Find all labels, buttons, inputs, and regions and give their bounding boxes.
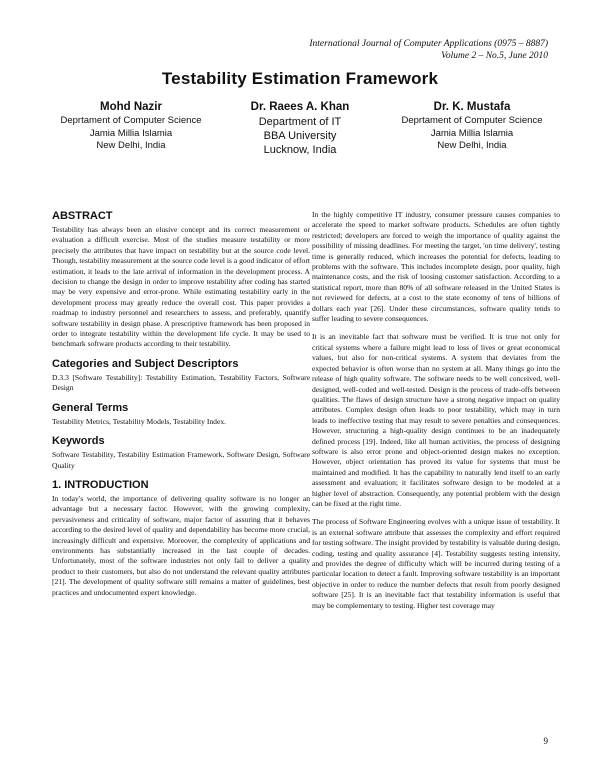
author-dept: Deprtament of Computer Science xyxy=(401,115,543,126)
author-dept: Department of IT xyxy=(258,116,342,128)
author-org: Jamia Millia Islamia xyxy=(89,127,173,139)
paper-title: Testability Estimation Framework xyxy=(161,69,439,88)
abstract-text: Testability has always been an elusive concept and its correct measurement or evaluation a difficult exercise. Most of the studies measure testability or more precisely the attributes that have impact on testability but at the source code level. Though, testability measurement at the source code level is a good indicator of effort estimation, it leads to the late arrival of information in the development process. A decision to change the design in order to improve testability after coding has started may be very expensive and error-prone. While estimating testability early in the development process may greatly reduce the overall cost. This paper provides a roadmap to industry personnel and researchers to assess, and preferably, quantify software testability in design phase. A prescriptive framework has been proposed in order to integrate testability within the development life cycle. It may be used to benchmark software products according to their testability. xyxy=(52,225,310,349)
page-number: 9 xyxy=(543,736,548,746)
keywords-text: Software Testability, Testability Estimation Framework, Software Design, Software Quality xyxy=(52,450,310,470)
left-column xyxy=(52,210,310,606)
author-org: Jamia Millia Islamia xyxy=(430,127,514,139)
journal-header xyxy=(309,38,548,62)
author-name: Dr. K. Mustafa xyxy=(433,101,511,113)
author-location: Lucknow, India xyxy=(263,144,337,156)
right-column xyxy=(312,210,560,619)
author-dept: Deprtament of Computer Science xyxy=(60,115,202,126)
abstract-heading: ABSTRACT xyxy=(52,210,113,222)
author-name: Mohd Nazir xyxy=(100,101,162,113)
author-location: New Delhi, India xyxy=(437,140,507,151)
author-location: New Delhi, India xyxy=(96,140,166,151)
journal-volume: Volume 2 – No.5, June 2010 xyxy=(441,51,548,61)
keywords-heading: Keywords xyxy=(52,435,105,448)
body-paragraph: The process of Software Engineering evolves with a unique issue of testability. It is an external software attribute that assesses the complexity and effort required for testing software. The insight provided by testability is valuable during design, coding, testing and quality assurance [4]. Testability suggests testing intensity, and provides the degree of difficulty which will be incurred during testing of a particular location to detect a fault. Improving software testability is an important objective in order to reduce the number defects that result from poorly designed software [25]. It is an inevitable fact that testability information is useful that may be complementary to testing. Higher test coverage may xyxy=(312,517,560,610)
author-org: BBA University xyxy=(263,130,337,142)
general-terms-heading: General Terms xyxy=(52,401,129,414)
author-name: Dr. Raees A. Khan xyxy=(250,101,350,113)
categories-text: D.3.3 [Software Testability]: Testability Estimation, Testability Factors, Software Design xyxy=(52,372,310,393)
categories-heading: Categories and Subject Descriptors xyxy=(52,357,239,370)
author-3 xyxy=(388,100,556,153)
author-1 xyxy=(52,100,210,153)
body-paragraph: It is an inevitable fact that software must be verified. It is true not only for critical systems where a failure might lead to loss of lives or great economical values, but also for non-critical systems. A system that deviates from the expected behavior is often worse than no system at all. Many things go into the release of high quality software. The software needs to be well conceived, well-designed, well-coded and well-tested. Design is the process of trade-offs between qualities. The flaws of design structure have a strong negative impact on quality attributes. Complex design often leads to poor testability, which may in turn leads to ineffective testing that may result to severe penalties and consequences. However, structuring a high-quality design continues to be an inadequately defined process [19]. Indeed, like all human activities, the process of designing software is also error prone and object-oriented design makes no exception. However, object orientation has proved its value for systems that must be maintained and modified. It has the capability to naturally lend itself to an early assessment and evaluation; it facilitates software design to be modeled at a higher level of abstraction. Consequently, any potential problem with the design can be fixed at the right time. xyxy=(312,332,560,508)
journal-name: International Journal of Computer Applications (0975 – 8887) xyxy=(309,39,548,49)
introduction-text: In today's world, the importance of delivering quality software is no longer an advantage but a necessary factor. However, with the growing complexity, pervasiveness and criticality of software, major factor of assuring that it behaves according to the desired level of quality and dependability has become more crucial, increasingly difficult and expensive. Moreover, the complexity of applications and environments has substantially increased in the last couple of decades. Unfortunately, most of the software industries not only fail to deliver a quality product to their customers, but also do not understand the relevant quality attributes [21]. The development of quality software still remains a matter of guidelines, best practices and undocumented expert knowledge. xyxy=(52,493,310,597)
body-paragraph: In the highly competitive IT industry, consumer pressure causes companies to accelerate the speed to market software products. Schedules are often tightly restricted; developers are forced to weigh the importance of quality against the possibility of missing deadlines. For meeting the target, 'on time delivery', testing time is generally reduced, which increases the potential for defects, leading to problems with the software. This includes incomplete design, poor quality, high maintenance costs, and the risk of loosing customer satisfaction. According to a statistical report, more than 80% of all software released in the United States is not reviewed for defects, at a cost to the state economy of tens of billions of dollars each year [26]. Under these circumstances, software quality tends to suffer leading to severe consequences. xyxy=(312,210,560,324)
author-2 xyxy=(225,100,375,157)
introduction-heading: 1. INTRODUCTION xyxy=(52,478,149,491)
general-terms-text: Testability Metrics, Testability Models, Testability Index. xyxy=(52,416,227,426)
